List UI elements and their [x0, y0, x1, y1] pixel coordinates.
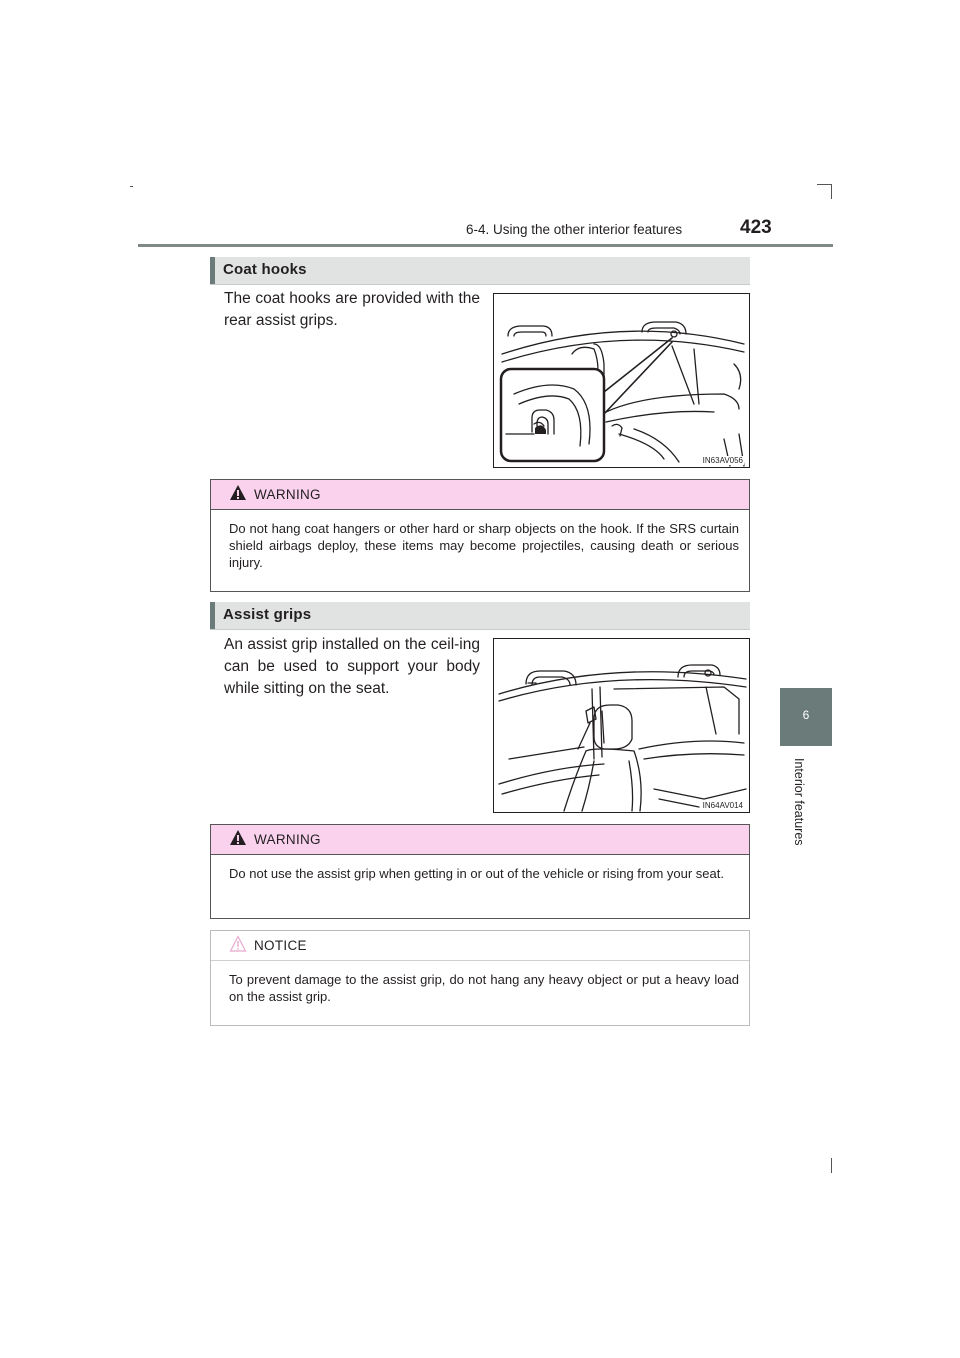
header-rule — [138, 244, 833, 247]
caution-icon — [229, 935, 247, 953]
warning-label: WARNING — [254, 487, 321, 502]
assist-grips-figure-code: IN64AV014 — [702, 801, 743, 810]
warning-header — [211, 825, 749, 855]
notice-text: To prevent damage to the assist grip, do not hang any heavy object or put a heavy load on the assist grip. — [229, 972, 739, 1004]
warning-label: WARNING — [254, 832, 321, 847]
crop-mark-bottom-right — [831, 1158, 832, 1173]
assist-grips-notice-box — [210, 930, 750, 1026]
warning-icon — [229, 829, 247, 847]
chapter-tab[interactable] — [780, 688, 832, 746]
coat-hook-illustration — [494, 294, 750, 468]
assist-grips-heading-bar — [210, 602, 750, 630]
coat-hooks-heading-bar — [210, 257, 750, 285]
page-number: 423 — [740, 217, 772, 238]
notice-header — [211, 931, 749, 961]
assist-grips-warning-box — [210, 824, 750, 919]
crop-mark-top-right-h — [817, 184, 832, 185]
crop-mark-top-left — [130, 186, 133, 187]
warning-text: Do not hang coat hangers or other hard or sharp objects on the hook. If the SRS curtain shield airbags deploy, these items may become projectiles, causing death or serious injury. — [229, 521, 739, 570]
warning-header — [211, 480, 749, 510]
assist-grip-illustration — [494, 639, 750, 813]
crop-mark-top-right-v — [831, 184, 832, 199]
coat-hooks-heading: Coat hooks — [223, 261, 307, 278]
heading-accent — [210, 602, 215, 629]
warning-icon — [229, 484, 247, 502]
heading-accent — [210, 257, 215, 284]
chapter-title: Interior features — [792, 758, 806, 846]
chapter-number: 6 — [802, 708, 810, 722]
assist-grips-figure — [493, 638, 750, 813]
running-header: 6-4. Using the other interior features — [466, 222, 683, 237]
coat-hooks-description: The coat hooks are provided with the rear assist grips. — [224, 290, 480, 329]
assist-grips-description: An assist grip installed on the ceil-ing can be used to support your body while sitting on the seat. — [224, 636, 480, 697]
notice-label: NOTICE — [254, 938, 307, 953]
coat-hooks-figure-code: IN63AV056 — [702, 456, 743, 465]
coat-hooks-warning-box — [210, 479, 750, 592]
assist-grips-heading: Assist grips — [223, 606, 312, 623]
coat-hooks-figure — [493, 293, 750, 468]
warning-text: Do not use the assist grip when getting in or out of the vehicle or rising from your seat. — [229, 866, 724, 881]
